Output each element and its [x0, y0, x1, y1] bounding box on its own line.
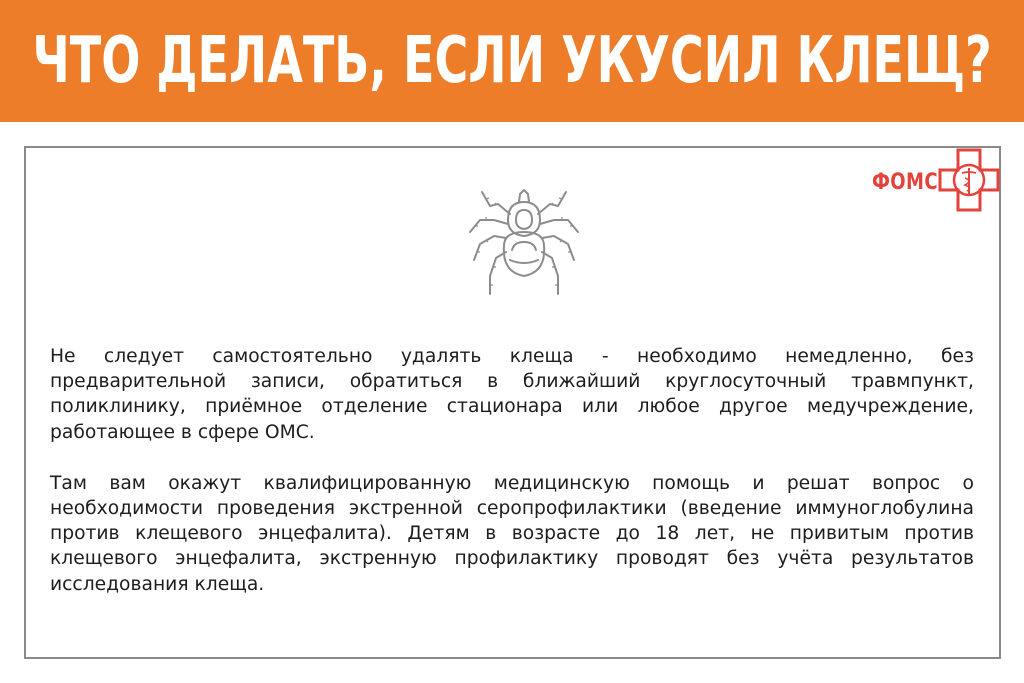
tick-icon — [464, 180, 584, 304]
content-panel — [24, 146, 1001, 659]
page-title: ЧТО ДЕЛАТЬ, ЕСЛИ УКУСИЛ КЛЕЩ? — [32, 24, 992, 98]
paragraph-2: Там вам окажут квалифицированную медицинскую помощь и решат вопрос о необходимости проведения экстренной серопрофилактики (введение иммуноглобулина против клещевого энцефалита). Детям в возрасте до 18 лет, не привитым против клещевого энцефалита, экстренную профилактику проводят без учёта результатов исследования клеща. — [50, 472, 974, 595]
paragraph-1: Не следует самостоятельно удалять клеща - необходимо немедленно, без предварительной записи, обратиться в ближайший круглосуточный травмпункт, поликлинику, приёмное отделение стационара или любое другое медучреждение, работающее в сфере ОМС. — [50, 346, 974, 443]
caduceus-cross-icon — [938, 148, 1000, 212]
logo-text: ФОМС — [872, 170, 939, 195]
foms-logo — [872, 148, 1002, 216]
header-banner — [0, 0, 1024, 122]
body-text — [50, 344, 974, 623]
